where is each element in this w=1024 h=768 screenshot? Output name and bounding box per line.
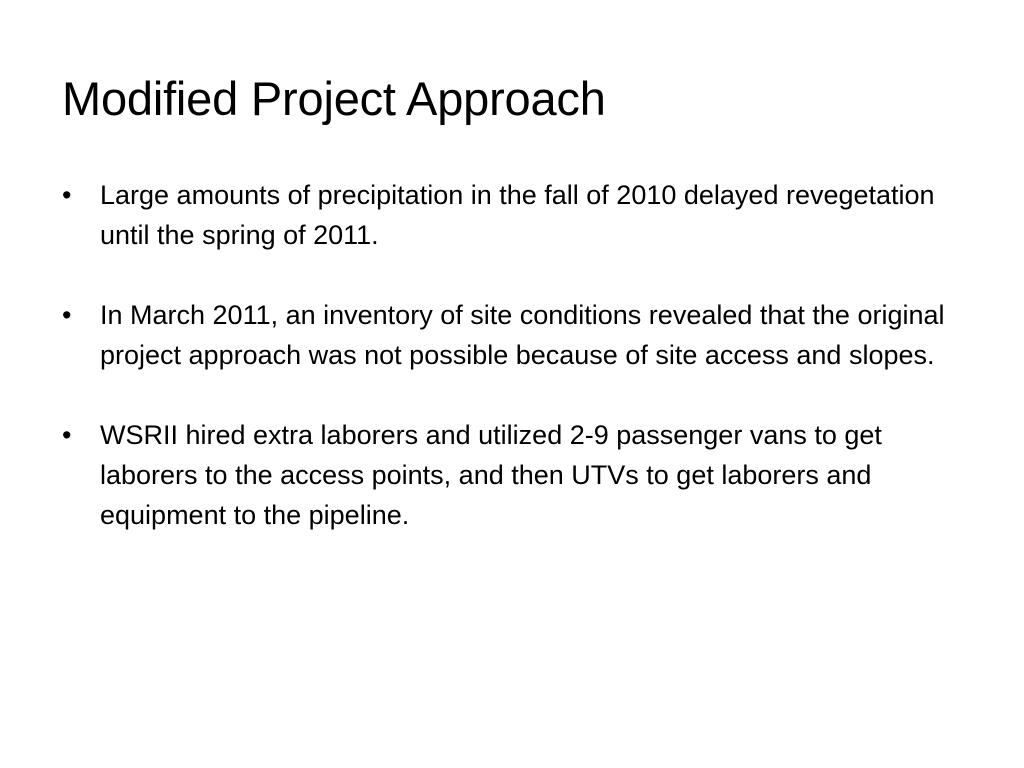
bullet-text: Large amounts of precipitation in the fall of 2010 delayed revegetation until the spring of 2011. — [100, 180, 935, 251]
bullet-icon: • — [62, 300, 72, 331]
slide-title: Modified Project Approach — [62, 72, 606, 125]
bullet-item — [62, 295, 982, 375]
bullet-text: WSRII hired extra laborers and utilized 2-9 passenger vans to get laborers to the access points, and then UTVs to get laborers and equipment to the pipeline. — [100, 420, 882, 531]
bullet-item — [62, 415, 982, 535]
bullet-item — [62, 175, 982, 255]
bullet-text: In March 2011, an inventory of site conditions revealed that the original project approach was not possible because of site access and slopes. — [100, 300, 945, 371]
bullet-icon: • — [62, 420, 72, 451]
bullet-list — [62, 175, 982, 535]
bullet-icon: • — [62, 180, 72, 211]
